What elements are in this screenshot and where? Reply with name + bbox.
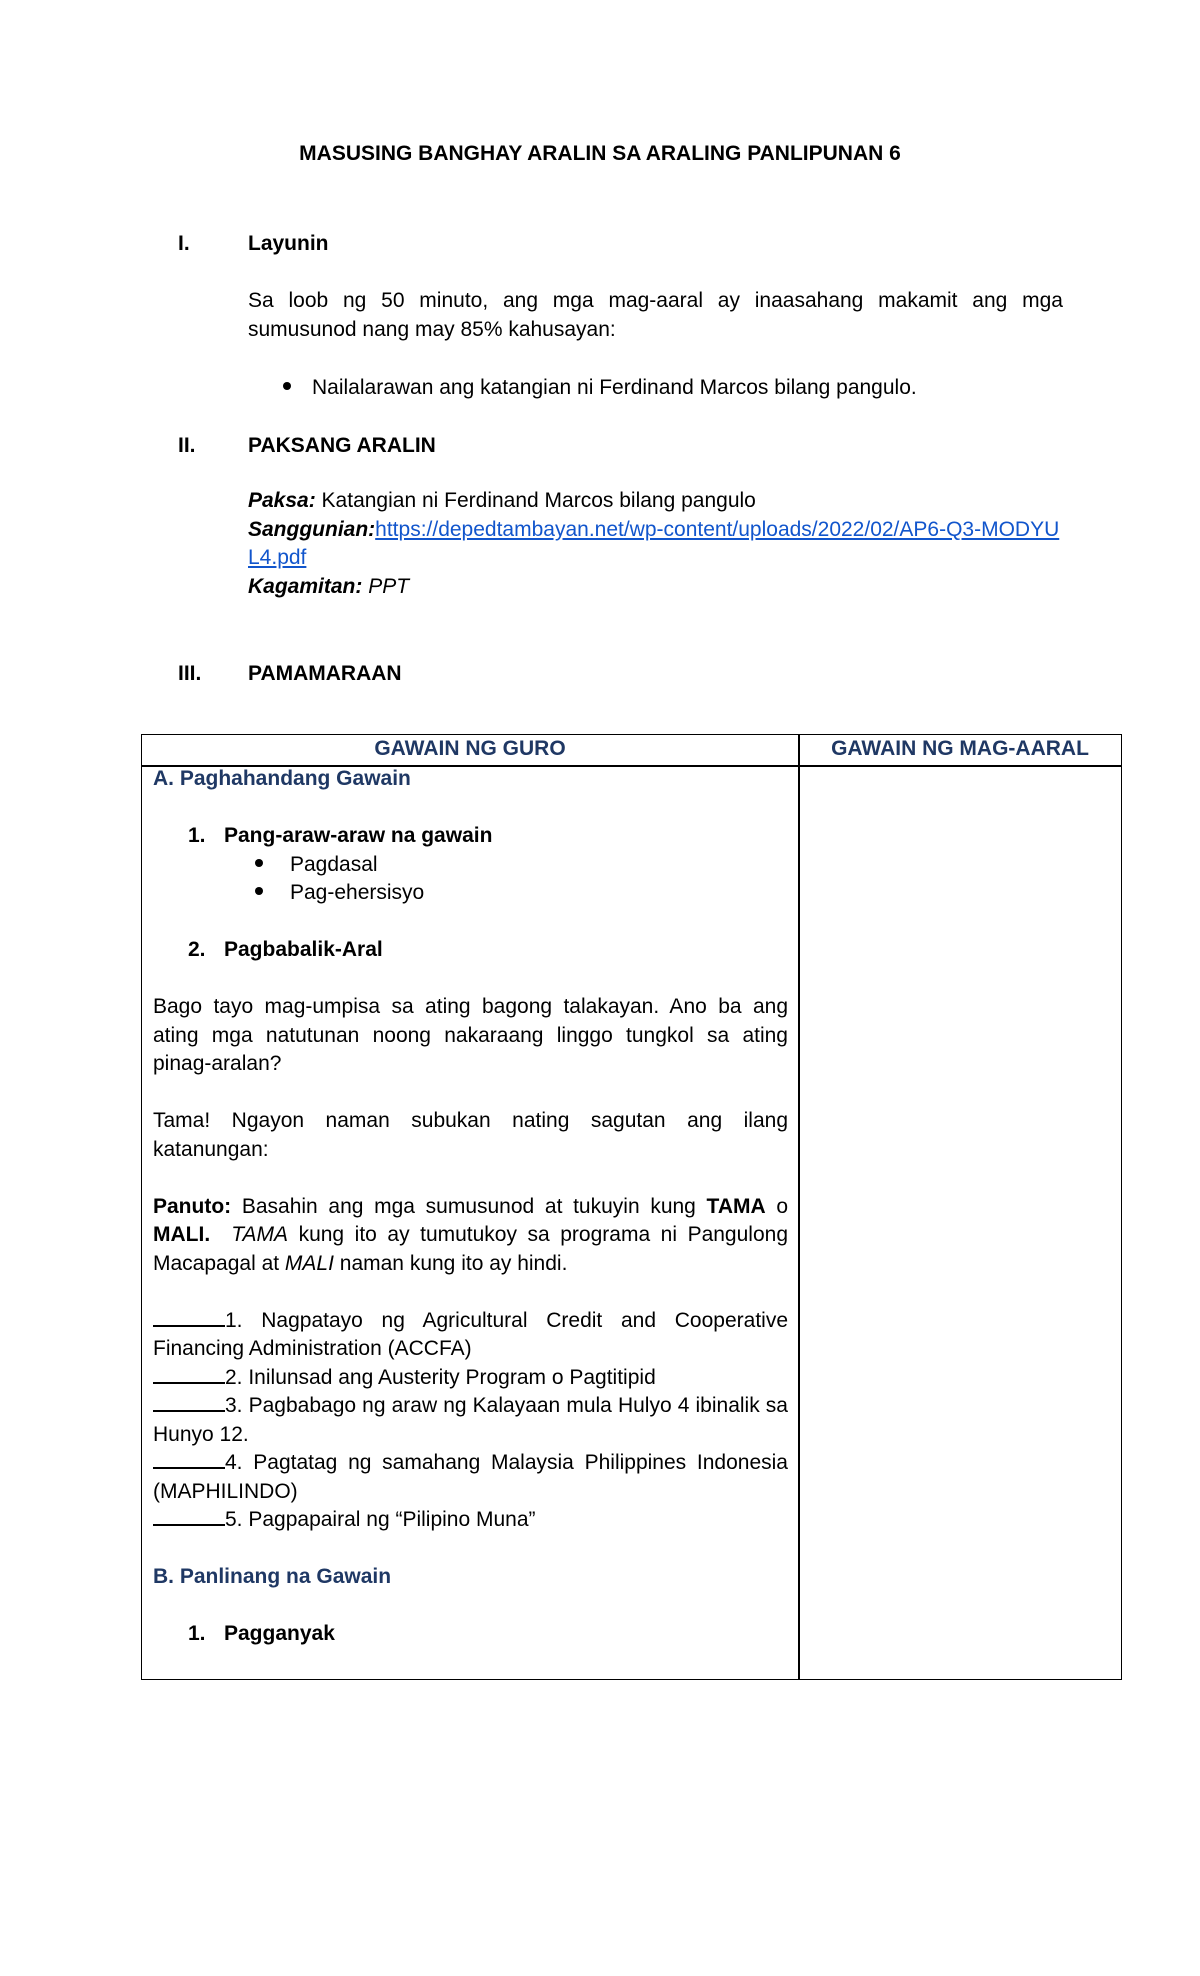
lesson-table — [141, 734, 1122, 1680]
list-label: Pang-araw-araw na gawain — [224, 824, 493, 847]
column-divider — [798, 735, 800, 1679]
objective-text: Nailalarawan ang katangian ni Ferdinand Marcos bilang pangulo. — [312, 376, 917, 399]
kagamitan-value: PPT — [362, 574, 410, 598]
tama-bold: TAMA — [706, 1194, 766, 1218]
tama-paragraph: Tama! Ngayon naman subukan nating sagutan ang ilang katanungan: — [153, 1109, 788, 1161]
section-number-i: I. — [178, 232, 190, 255]
panuto-text: Basahin ang mga sumusunod at tukuyin kung — [231, 1194, 707, 1218]
paksa-label: Paksa: — [248, 489, 316, 512]
question-text: 1. Nagpatayo ng Agricultural Credit and Cooperative Financing Administration (ACCFA) — [153, 1308, 788, 1360]
header-gawain-ng-guro: GAWAIN NG GURO — [374, 737, 566, 760]
question-text: 5. Pagpapairal ng “Pilipino Muna” — [225, 1508, 536, 1531]
kagamitan-label: Kagamitan: — [248, 574, 363, 598]
paksang-aralin-details — [248, 487, 1068, 601]
section-heading-layunin: Layunin — [248, 232, 329, 255]
list-label: Pagbabalik-Aral — [224, 938, 383, 961]
section-b-heading: B. Panlinang na Gawain — [153, 1565, 392, 1588]
list-item-pagbabalik-aral — [153, 936, 788, 965]
question-text: 4. Pagtatag ng samahang Malaysia Philippines Indonesia (MAPHILINDO) — [153, 1451, 788, 1503]
panuto-label: Panuto: — [153, 1194, 232, 1218]
sanggunian-label: Sanggunian: — [248, 517, 376, 541]
question-item — [153, 1449, 788, 1506]
answer-blank[interactable] — [153, 1506, 225, 1526]
panuto-o: o — [765, 1194, 788, 1218]
bullet-item-pag-ehersisyo — [153, 879, 788, 908]
bullet-text: Pag-ehersisyo — [290, 881, 425, 904]
panuto-paragraph — [153, 1193, 788, 1279]
bullet-icon — [283, 382, 291, 390]
question-text: 2. Inilunsad ang Austerity Program o Pagtitipid — [225, 1365, 656, 1389]
section-number-ii: II. — [178, 434, 196, 457]
header-gawain-ng-mag-aaral: GAWAIN NG MAG-AARAL — [831, 737, 1089, 760]
mali-italic: MALI — [284, 1251, 334, 1275]
answer-blank[interactable] — [153, 1449, 225, 1469]
objective-item — [283, 374, 917, 403]
document-title: MASUSING BANGHAY ARALIN SA ARALING PANLIPUNAN 6 — [299, 142, 901, 165]
list-number: 1. — [188, 824, 206, 847]
paksa-value: Katangian ni Ferdinand Marcos bilang pangulo — [315, 489, 756, 512]
bullet-icon — [255, 887, 263, 895]
list-label: Pagganyak — [224, 1622, 335, 1645]
list-item-pang-araw-araw — [153, 822, 788, 851]
tama-italic: TAMA — [231, 1223, 289, 1246]
question-text: 3. Pagbabago ng araw ng Kalayaan mula Hulyo 4 ibinalik sa Hunyo 12. — [153, 1394, 788, 1446]
bullet-icon — [255, 859, 263, 867]
question-item — [153, 1364, 788, 1393]
question-item — [153, 1307, 788, 1364]
answer-blank[interactable] — [153, 1364, 225, 1384]
layunin-intro: Sa loob ng 50 minuto, ang mga mag-aaral ay inaasahang makamit ang mga sumusunod nang may 85% kahusayan: — [248, 289, 1063, 341]
panuto-text-2: kung ito ay tumutukoy sa programa ni Pangulong Macapagal at — [153, 1223, 788, 1275]
sanggunian-link[interactable]: https://depedtambayan.net/wp-content/uploads/2022/02/AP6-Q3-MODYUL4.pdf — [248, 517, 1060, 569]
bullet-item-pagdasal — [153, 851, 788, 880]
list-item-pagganyak — [153, 1620, 788, 1649]
section-a-heading: A. Paghahandang Gawain — [153, 767, 411, 790]
answer-blank[interactable] — [153, 1392, 225, 1412]
list-number: 1. — [188, 1622, 206, 1645]
question-item — [153, 1392, 788, 1449]
section-heading-pamamaraan: PAMAMARAAN — [248, 662, 402, 685]
sanggunian-line — [248, 516, 1068, 573]
answer-blank[interactable] — [153, 1307, 225, 1327]
section-number-iii: III. — [178, 662, 202, 685]
paksa-line — [248, 487, 1068, 516]
section-heading-paksang-aralin: PAKSANG ARALIN — [248, 434, 436, 457]
mali-bold: MALI. — [153, 1223, 211, 1246]
list-number: 2. — [188, 938, 206, 961]
bullet-text: Pagdasal — [290, 852, 378, 876]
question-item — [153, 1506, 788, 1535]
panuto-text-3: naman kung ito ay hindi. — [333, 1251, 568, 1275]
guro-cell — [153, 765, 788, 1649]
kagamitan-line — [248, 573, 1068, 602]
review-paragraph: Bago tayo mag-umpisa sa ating bagong talakayan. Ano ba ang ating mga natutunan noong nakaraang linggo tungkol sa ating pinag-aralan? — [153, 995, 788, 1075]
